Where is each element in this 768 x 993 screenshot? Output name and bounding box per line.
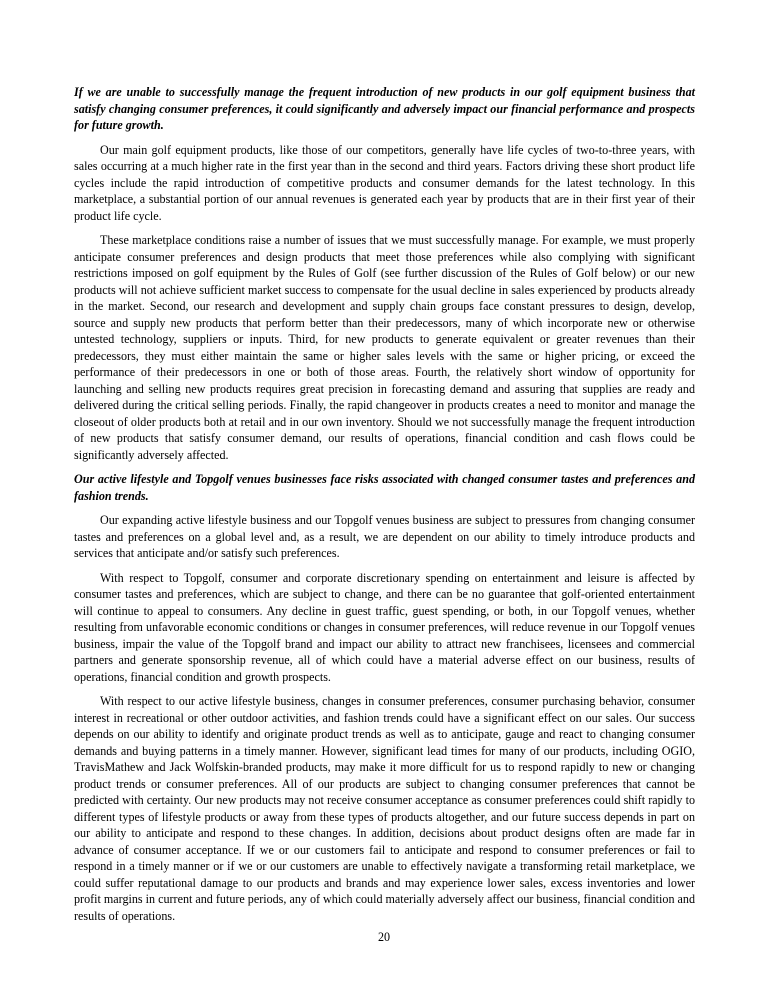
section-heading: Our active lifestyle and Topgolf venues businesses face risks associated with changed consumer tastes and preferences and fashion trends.	[74, 472, 695, 503]
paragraph: With respect to Topgolf, consumer and corporate discretionary spending on entertainment and leisure is affected by consumer tastes and preferences, which are subject to change, and there can be no guarantee that golf-oriented entertainment will continue to appeal to consumers. Any decline in guest traffic, guest spending, or both, in our Topgolf venues, whether resulting from unfavorable economic conditions or changes in consumer preferences, will reduce revenue in our Topgolf venues business, impair the value of the Topgolf brand and impact our ability to attract new franchisees, licensees and commercial partners and generate sponsorship revenue, all of which could have a material adverse effect on our business, results of operations, financial condition and growth prospects.	[74, 570, 695, 684]
paragraph: Our expanding active lifestyle business and our Topgolf venues business are subject to pressures from changing consumer tastes and preferences on a global level and, as a result, we are dependent on our ability to timely introduce products and services that anticipate and/or satisfy such preferences.	[74, 513, 695, 560]
paragraph: With respect to our active lifestyle business, changes in consumer preferences, consumer purchasing behavior, consumer interest in recreational or other outdoor activities, and fashion trends could have a significant effect on our sales. Our success depends on our ability to identify and originate product trends as well as to anticipate, gauge and react to changing consumer demands and buying patterns in a timely manner. However, significant lead times for many of our products, including OGIO, TravisMathew and Jack Wolfskin-branded products, may make it more difficult for us to respond rapidly to new or changing product trends or consumer preferences. All of our products are subject to changing consumer preferences that cannot be predicted with certainty. Our new products may not receive consumer acceptance as consumer preferences could shift rapidly to different types of lifestyle products or away from these types of products altogether, and our future success depends in part on our ability to anticipate and respond to these changes. In addition, decisions about product designs often are made far in advance of consumer acceptance. If we or our customers fail to anticipate and respond to consumer preferences or fail to respond in a timely manner or if we or our customers are unable to effectively navigate a transforming retail marketplace, we could suffer reputational damage to our products and brands and may experience lower sales, excess inventories and lower profit margins in current and future periods, any of which could materially adversely affect our business, financial condition and results of operations.	[74, 694, 695, 923]
paragraph: These marketplace conditions raise a number of issues that we must successfully manage. For example, we must properly anticipate consumer preferences and design products that meet those preferences while also complying with significant restrictions imposed on golf equipment by the Rules of Golf (see further discussion of the Rules of Golf below) or our new products will not achieve sufficient market success to compensate for the usual decline in sales experienced by products already in the market. Second, our research and development and supply chain groups face constant pressures to design, develop, source and supply new products that perform better than their predecessors, many of which incorporate new or otherwise untested technology, suppliers or inputs. Third, for new products to generate equivalent or greater revenues than their predecessors, they must either maintain the same or higher sales levels with the same or higher pricing, or exceed the performance of their predecessors in one or both of those areas. Fourth, the relatively short window of opportunity for launching and selling new products requires great precision in forecasting demand and assuring that supplies are ready and delivered during the critical selling periods. Finally, the rapid changeover in products creates a need to monitor and manage the closeout of older products both at retail and in our own inventory. Should we not successfully manage the frequent introduction of new products that satisfy consumer demand, our results of operations, financial condition and cash flows could be significantly adversely affected.	[74, 233, 695, 462]
page-number: 20	[377, 930, 391, 944]
section-heading: If we are unable to successfully manage the frequent introduction of new products in our golf equipment business that satisfy changing consumer preferences, it could significantly and adversely impact our financial performance and prospects for future growth.	[74, 85, 695, 132]
document-body	[74, 84, 695, 932]
paragraph: Our main golf equipment products, like those of our competitors, generally have life cycles of two-to-three years, with sales occurring at a much higher rate in the first year than in the second and third years. Factors driving these short product life cycles include the rapid introduction of competitive products and consumer demands for the latest technology. In this marketplace, a substantial portion of our annual revenues is generated each year by products that are in their first year of their product life cycle.	[74, 142, 695, 223]
